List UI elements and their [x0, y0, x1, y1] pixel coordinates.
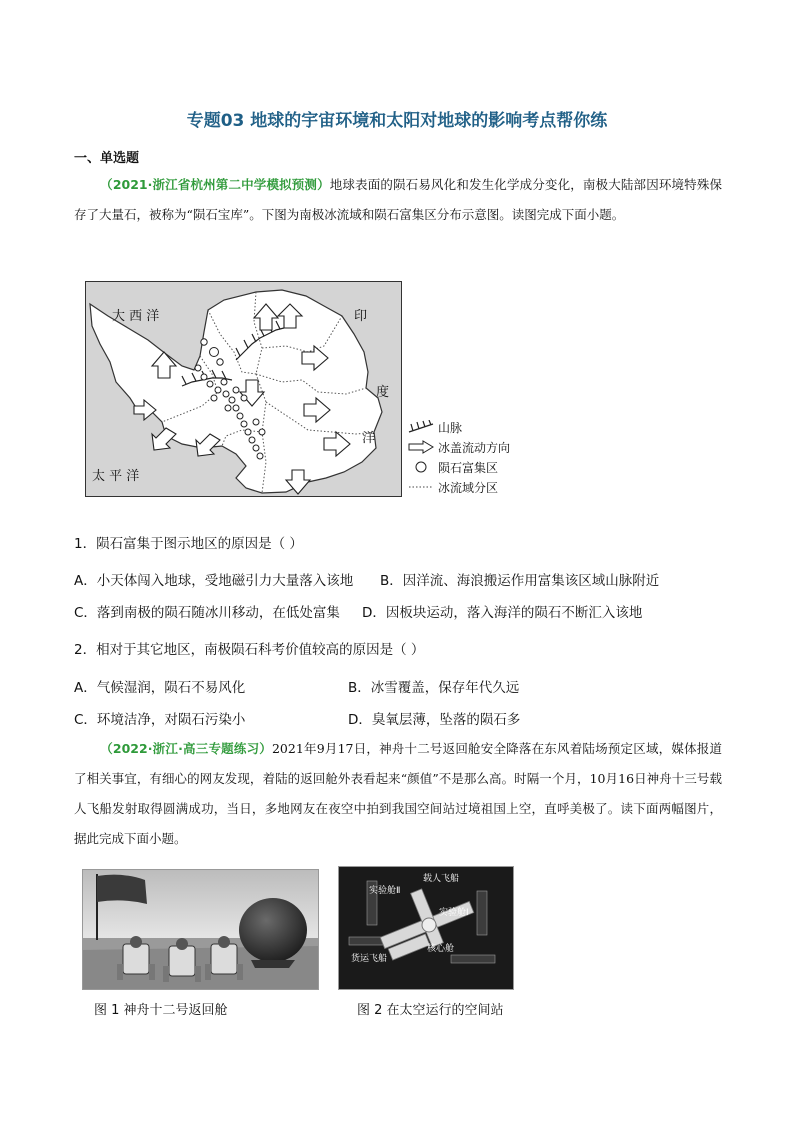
passage-1-source: （2021·浙江省杭州第二中学模拟预测） [100, 177, 330, 192]
figure-1-photo [82, 869, 319, 990]
passage-1-text: 地球表面的陨石易风化和发生化学成分变化，南极大陆部因环境特殊保存了大量石，被称为“陨石宝库”。下图为南极冰流域和陨石富集区分布示意图。读图完成下面小题。 [74, 177, 722, 222]
question-2-option-b[interactable]: B．冰雪覆盖，保存年代久远 [348, 680, 520, 696]
legend-divide [408, 478, 498, 496]
circle-icon [408, 460, 434, 474]
label-atlantic: 大 西 洋 [112, 309, 160, 324]
question-1-option-d[interactable]: D．因板块运动，落入海洋的陨石不断汇入该地 [362, 605, 643, 621]
label-crewed-ship: 载人飞船 [423, 874, 460, 884]
antarctica-map [85, 281, 402, 497]
section-heading: 一、单选题 [74, 151, 140, 166]
label-lab-1: 实验舱Ⅰ [439, 908, 469, 918]
label-lab-2: 实验舱Ⅱ [369, 886, 401, 896]
label-pacific: 太 平 洋 [92, 469, 140, 484]
legend-meteorite [408, 458, 498, 476]
legend-flow [408, 438, 510, 456]
figure-1-illustration [83, 870, 318, 989]
legend-label: 冰盖流动方向 [438, 440, 511, 455]
question-2-option-c[interactable]: C．环境洁净，对陨石污染小 [74, 712, 246, 728]
passage-2-source: （2022·浙江·高三专题练习） [100, 741, 272, 756]
arrow-icon [408, 440, 434, 454]
passage-2-text: 2021年9月17日，神舟十二号返回舱安全降落在东风着陆场预定区域，媒体报道了相关事宜，有细心的网友发现，着陆的返回舱外表看起来“颜值”不是那么高。时隔一个月，10月16日神舟十三号载人飞船发射取得圆满成功，当日，多地网友在夜空中拍到我国空间站过境祖国上空，直呼美极了。读下面两幅图片，据此完成下面小题。 [74, 741, 722, 846]
figure-2-photo [338, 866, 514, 990]
figure-2-caption: 图 2 在太空运行的空间站 [357, 1003, 504, 1018]
legend-mountain [408, 418, 462, 436]
label-cargo-ship: 货运飞船 [351, 954, 388, 964]
label-indian-2: 度 [376, 385, 390, 400]
passage-1 [74, 170, 722, 230]
question-2-option-d[interactable]: D．臭氧层薄，坠落的陨石多 [348, 712, 521, 728]
label-core-module: 核心舱 [427, 944, 455, 954]
antarctica-map-svg [86, 282, 401, 496]
page-title: 专题03 地球的宇宙环境和太阳对地球的影响考点帮你练 [186, 111, 608, 131]
legend-label: 冰流域分区 [438, 480, 499, 495]
question-2-stem: 2．相对于其它地区，南极陨石科考价值较高的原因是（ ） [74, 642, 425, 658]
question-1-option-a[interactable]: A．小天体闯入地球，受地磁引力大量落入该地 [74, 573, 354, 589]
passage-2 [74, 734, 722, 854]
label-indian-3: 洋 [362, 431, 376, 446]
question-1-stem: 1．陨石富集于图示地区的原因是（ ） [74, 536, 303, 552]
label-indian-1: 印 [354, 309, 368, 324]
figure-2-illustration [339, 867, 513, 989]
question-1-option-b[interactable]: B．因洋流、海浪搬运作用富集该区域山脉附近 [380, 573, 660, 589]
figure-1-caption: 图 1 神舟十二号返回舱 [94, 1003, 228, 1018]
legend-label: 山脉 [438, 420, 463, 435]
question-1-option-c[interactable]: C．落到南极的陨石随冰川移动，在低处富集 [74, 605, 340, 621]
mountain-icon [408, 420, 434, 434]
dotted-line-icon [408, 480, 434, 494]
question-2-option-a[interactable]: A．气候湿润，陨石不易风化 [74, 680, 246, 696]
legend-label: 陨石富集区 [438, 460, 499, 475]
